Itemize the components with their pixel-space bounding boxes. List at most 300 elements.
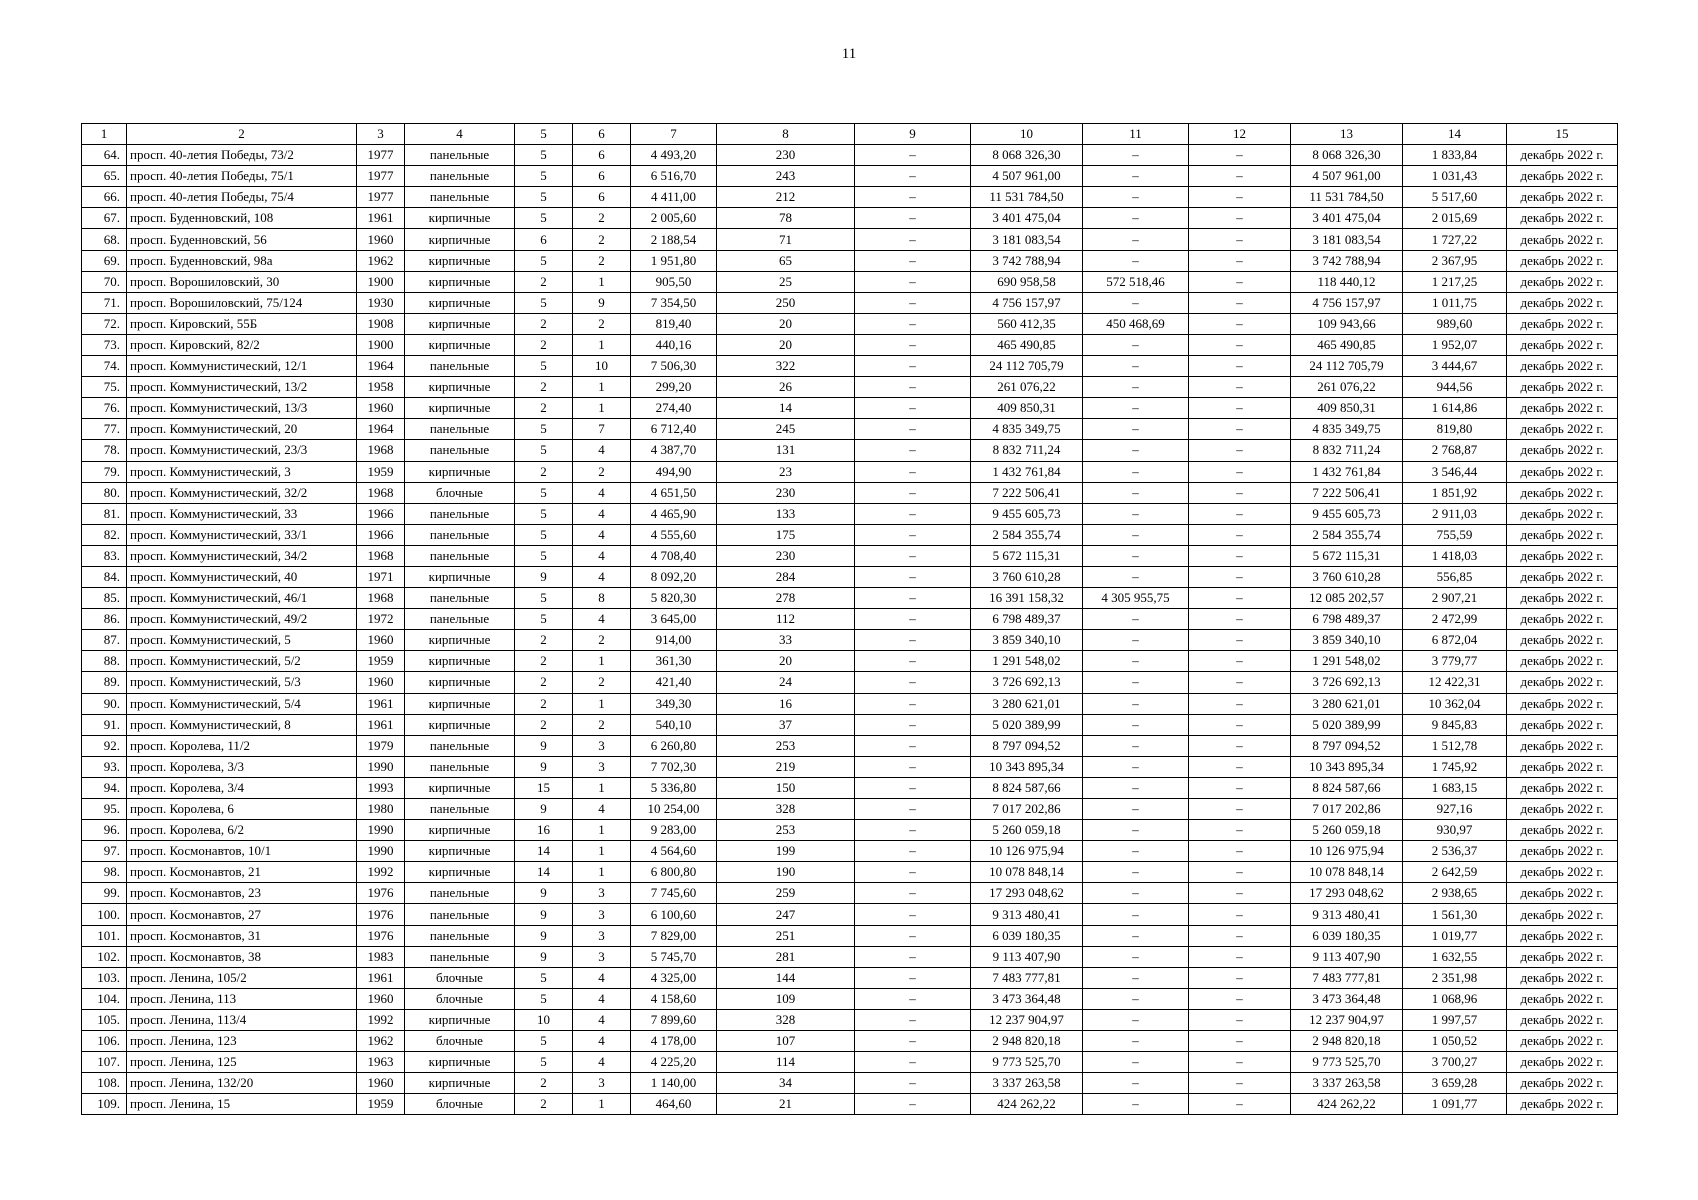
table-cell: – [855,1031,971,1052]
table-cell: 1976 [357,925,405,946]
table-cell: 3 401 475,04 [971,208,1083,229]
table-cell: 2 [515,461,573,482]
table-cell: 80. [82,482,127,503]
table-cell: 5 [515,208,573,229]
table-cell: панельные [405,756,515,777]
table-cell: 1964 [357,419,405,440]
table-cell: 5 [515,545,573,566]
table-cell: 15 [515,777,573,798]
table-cell: 7 354,50 [631,292,717,313]
table-row [82,292,1618,313]
table-cell: – [1189,461,1291,482]
column-number: 14 [1403,124,1507,145]
table-row [82,588,1618,609]
table-cell: 1977 [357,166,405,187]
table-cell: просп. Коммунистический, 13/3 [127,398,357,419]
table-cell: декабрь 2022 г. [1507,250,1618,271]
table-cell: – [1083,672,1189,693]
table-cell: 78. [82,440,127,461]
table-cell: 84. [82,566,127,587]
table-cell: 96. [82,820,127,841]
table-cell: – [855,1073,971,1094]
table-cell: 1900 [357,271,405,292]
table-cell: 6 039 180,35 [971,925,1083,946]
table-cell: – [1189,1052,1291,1073]
table-cell: декабрь 2022 г. [1507,588,1618,609]
table-cell: декабрь 2022 г. [1507,187,1618,208]
table-cell: – [1189,630,1291,651]
table-cell: 112 [717,609,855,630]
table-cell: 65. [82,166,127,187]
table-cell: 1 [573,377,631,398]
table-cell: 9 313 480,41 [1291,904,1403,925]
table-cell: 4 158,60 [631,988,717,1009]
table-cell: 1 091,77 [1403,1094,1507,1115]
table-cell: 10 254,00 [631,799,717,820]
table-cell: 6 039 180,35 [1291,925,1403,946]
table-cell: 464,60 [631,1094,717,1115]
table-cell: 92. [82,735,127,756]
table-cell: просп. Космонавтов, 21 [127,862,357,883]
table-cell: просп. Буденновский, 56 [127,229,357,250]
table-row [82,250,1618,271]
table-cell: просп. Ленина, 113 [127,988,357,1009]
table-cell: – [1189,693,1291,714]
table-cell: 4 411,00 [631,187,717,208]
table-cell: 1968 [357,482,405,503]
table-cell: – [855,1009,971,1030]
table-cell: декабрь 2022 г. [1507,208,1618,229]
table-cell: 10 343 895,34 [1291,756,1403,777]
table-cell: 3 546,44 [1403,461,1507,482]
table-cell: 4 493,20 [631,145,717,166]
table-cell: панельные [405,145,515,166]
table-cell: – [855,904,971,925]
table-cell: – [1083,946,1189,967]
table-cell: – [855,482,971,503]
table-cell: 4 [573,482,631,503]
table-cell: 6 [515,229,573,250]
table-cell: 5 517,60 [1403,187,1507,208]
table-cell: 2 [573,630,631,651]
table-cell: 2 015,69 [1403,208,1507,229]
table-cell: 109. [82,1094,127,1115]
table-cell: 6 798 489,37 [971,609,1083,630]
table-cell: 5 [515,988,573,1009]
table-cell: 278 [717,588,855,609]
table-row [82,967,1618,988]
header-row [82,124,1618,145]
table-cell: – [855,461,971,482]
table-cell: – [1189,799,1291,820]
table-cell: 1960 [357,1073,405,1094]
table-cell: 424 262,22 [971,1094,1083,1115]
table-cell: 8 824 587,66 [971,777,1083,798]
table-row [82,693,1618,714]
table-cell: – [1083,377,1189,398]
table-cell: 819,40 [631,313,717,334]
table-row [82,841,1618,862]
table-cell: 281 [717,946,855,967]
table-row [82,482,1618,503]
table-cell: 349,30 [631,693,717,714]
table-cell: – [1083,651,1189,672]
table-cell: 989,60 [1403,313,1507,334]
table-cell: 1972 [357,609,405,630]
table-cell: просп. Ленина, 15 [127,1094,357,1115]
table-cell: 6 798 489,37 [1291,609,1403,630]
table-cell: просп. Коммунистический, 5/2 [127,651,357,672]
table-cell: 3 645,00 [631,609,717,630]
table-cell: 250 [717,292,855,313]
table-cell: 2 768,87 [1403,440,1507,461]
table-cell: 101. [82,925,127,946]
table-cell: кирпичные [405,229,515,250]
table-cell: 1961 [357,693,405,714]
table-cell: 2 [515,334,573,355]
table-cell: 3 726 692,13 [971,672,1083,693]
table-row [82,166,1618,187]
table-cell: 914,00 [631,630,717,651]
table-cell: декабрь 2022 г. [1507,166,1618,187]
table-cell: 88. [82,651,127,672]
table-cell: 1966 [357,503,405,524]
table-cell: 2 642,59 [1403,862,1507,883]
table-cell: 118 440,12 [1291,271,1403,292]
table-cell: 83. [82,545,127,566]
table-cell: – [1083,292,1189,313]
table-cell: декабрь 2022 г. [1507,313,1618,334]
table-cell: 245 [717,419,855,440]
table-cell: 81. [82,503,127,524]
table-cell: – [1189,883,1291,904]
table-cell: 6 516,70 [631,166,717,187]
table-cell: – [855,292,971,313]
table-cell: – [1189,208,1291,229]
table-row [82,461,1618,482]
table-cell: кирпичные [405,271,515,292]
table-cell: декабрь 2022 г. [1507,482,1618,503]
table-cell: просп. Буденновский, 98а [127,250,357,271]
table-cell: – [1189,714,1291,735]
table-row [82,862,1618,883]
table-body [82,145,1618,1115]
table-cell: 5 260 059,18 [971,820,1083,841]
table-cell: 3 [573,735,631,756]
table-cell: 5 [515,145,573,166]
table-cell: 251 [717,925,855,946]
table-cell: 1959 [357,651,405,672]
table-row [82,208,1618,229]
table-cell: 3 859 340,10 [971,630,1083,651]
table-row [82,988,1618,1009]
table-cell: 3 700,27 [1403,1052,1507,1073]
table-cell: 3 280 621,01 [1291,693,1403,714]
table-cell: 64. [82,145,127,166]
table-cell: 9 313 480,41 [971,904,1083,925]
table-cell: 5 [515,250,573,271]
table-cell: 1968 [357,440,405,461]
table-cell: 1 068,96 [1403,988,1507,1009]
table-cell: – [1189,419,1291,440]
table-cell: 4 555,60 [631,524,717,545]
table-cell: 361,30 [631,651,717,672]
table-cell: – [1189,777,1291,798]
table-cell: 10 078 848,14 [971,862,1083,883]
table-cell: 1 019,77 [1403,925,1507,946]
table-cell: просп. Королева, 11/2 [127,735,357,756]
table-cell: панельные [405,545,515,566]
table-cell: декабрь 2022 г. [1507,925,1618,946]
table-cell: 2 907,21 [1403,588,1507,609]
table-cell: – [1189,524,1291,545]
table-cell: 71 [717,229,855,250]
table-cell: кирпичные [405,693,515,714]
table-cell: просп. Кировский, 82/2 [127,334,357,355]
table-cell: – [1189,440,1291,461]
column-number: 5 [515,124,573,145]
table-cell: 72. [82,313,127,334]
table-cell: 944,56 [1403,377,1507,398]
table-row [82,145,1618,166]
table-row [82,1052,1618,1073]
table-cell: 5 820,30 [631,588,717,609]
table-cell: 1 833,84 [1403,145,1507,166]
column-number: 8 [717,124,855,145]
column-number: 1 [82,124,127,145]
table-cell: 6 260,80 [631,735,717,756]
table-cell: блочные [405,482,515,503]
table-row [82,419,1618,440]
table-cell: декабрь 2022 г. [1507,883,1618,904]
table-cell: просп. 40-летия Победы, 73/2 [127,145,357,166]
table-cell: – [855,799,971,820]
table-cell: 1 952,07 [1403,334,1507,355]
table-cell: 100. [82,904,127,925]
table-cell: – [1189,967,1291,988]
table-cell: 1 614,86 [1403,398,1507,419]
table-cell: 322 [717,356,855,377]
table-cell: 927,16 [1403,799,1507,820]
table-row [82,545,1618,566]
table-cell: 4 [573,1009,631,1030]
table-cell: 8 832 711,24 [971,440,1083,461]
table-cell: 82. [82,524,127,545]
table-cell: 3 181 083,54 [971,229,1083,250]
table-row [82,398,1618,419]
table-cell: 465 490,85 [1291,334,1403,355]
table-cell: декабрь 2022 г. [1507,799,1618,820]
table-cell: 4 [573,1052,631,1073]
table-cell: – [1083,166,1189,187]
table-cell: декабрь 2022 г. [1507,714,1618,735]
table-cell: 1962 [357,250,405,271]
table-cell: 107 [717,1031,855,1052]
table-cell: 8 068 326,30 [971,145,1083,166]
table-cell: – [855,166,971,187]
table-cell: 89. [82,672,127,693]
table-cell: 78 [717,208,855,229]
table-cell: 5 672 115,31 [971,545,1083,566]
table-cell: 14 [515,862,573,883]
table-cell: 9 113 407,90 [971,946,1083,967]
table-cell: – [1083,419,1189,440]
table-cell: 23 [717,461,855,482]
table-cell: 284 [717,566,855,587]
table-cell: 1960 [357,229,405,250]
table-cell: 1980 [357,799,405,820]
table-cell: 2 005,60 [631,208,717,229]
table-cell: 9 773 525,70 [971,1052,1083,1073]
table-cell: 2 [515,313,573,334]
table-cell: декабрь 2022 г. [1507,946,1618,967]
table-cell: 1966 [357,524,405,545]
table-cell: 150 [717,777,855,798]
table-cell: – [855,925,971,946]
table-cell: – [1083,524,1189,545]
table-cell: 86. [82,609,127,630]
table-cell: 7 [573,419,631,440]
table-cell: – [855,651,971,672]
table-cell: – [1083,545,1189,566]
table-cell: 4 [573,988,631,1009]
table-cell: – [1189,313,1291,334]
table-cell: 4 [573,566,631,587]
table-cell: 5 [515,1052,573,1073]
column-number: 11 [1083,124,1189,145]
table-cell: 8 797 094,52 [971,735,1083,756]
table-cell: – [1083,1031,1189,1052]
table-cell: 2 [573,672,631,693]
table-cell: – [855,672,971,693]
table-cell: 1960 [357,630,405,651]
table-cell: 144 [717,967,855,988]
table-cell: декабрь 2022 г. [1507,398,1618,419]
table-cell: – [855,545,971,566]
table-cell: – [1189,356,1291,377]
table-cell: 253 [717,735,855,756]
column-number: 2 [127,124,357,145]
table-row [82,946,1618,967]
table-cell: 70. [82,271,127,292]
table-cell: 5 [515,1031,573,1052]
table-cell: 1 031,43 [1403,166,1507,187]
table-cell: – [855,440,971,461]
table-cell: панельные [405,356,515,377]
table-row [82,524,1618,545]
table-cell: 4 651,50 [631,482,717,503]
table-cell: 1992 [357,862,405,883]
table-cell: 104. [82,988,127,1009]
table-cell: 5 [515,187,573,208]
table-cell: 7 017 202,86 [1291,799,1403,820]
table-cell: 4 [573,440,631,461]
table-cell: 3 742 788,94 [1291,250,1403,271]
table-cell: декабрь 2022 г. [1507,988,1618,1009]
table-cell: 572 518,46 [1083,271,1189,292]
table-cell: просп. Коммунистический, 12/1 [127,356,357,377]
table-cell: 1900 [357,334,405,355]
table-cell: 1 512,78 [1403,735,1507,756]
table-cell: – [1083,482,1189,503]
table-cell: – [855,777,971,798]
table-cell: 3 659,28 [1403,1073,1507,1094]
table-cell: декабрь 2022 г. [1507,1073,1618,1094]
table-row [82,1009,1618,1030]
table-row [82,356,1618,377]
table-cell: 1992 [357,1009,405,1030]
table-cell: 3 760 610,28 [1291,566,1403,587]
table-cell: 6 [573,187,631,208]
table-cell: 16 391 158,32 [971,588,1083,609]
table-cell: 3 [573,883,631,904]
table-cell: 14 [515,841,573,862]
column-number: 15 [1507,124,1618,145]
table-cell: 24 112 705,79 [971,356,1083,377]
table-cell: – [1189,756,1291,777]
table-cell: 4 507 961,00 [1291,166,1403,187]
table-cell: 2 [573,229,631,250]
table-cell: 1 [573,651,631,672]
table-cell: кирпичные [405,1052,515,1073]
table-cell: кирпичные [405,250,515,271]
table-cell: 5 260 059,18 [1291,820,1403,841]
table-cell: 20 [717,313,855,334]
table-cell: 2 584 355,74 [971,524,1083,545]
table-cell: 21 [717,1094,855,1115]
page-number: 11 [841,46,857,62]
table-cell: – [1083,693,1189,714]
table-cell: 421,40 [631,672,717,693]
table-cell: 2 948 820,18 [971,1031,1083,1052]
table-cell: декабрь 2022 г. [1507,756,1618,777]
table-cell: 1 217,25 [1403,271,1507,292]
table-cell: – [1189,735,1291,756]
table-cell: декабрь 2022 г. [1507,566,1618,587]
table-cell: 76. [82,398,127,419]
table-cell: 3 337 263,58 [1291,1073,1403,1094]
table-cell: панельные [405,419,515,440]
table-cell: 1908 [357,313,405,334]
table-cell: 34 [717,1073,855,1094]
table-cell: 1958 [357,377,405,398]
table-cell: – [1083,988,1189,1009]
table-cell: просп. Ленина, 113/4 [127,1009,357,1030]
table-cell: – [1083,145,1189,166]
table-cell: 3 760 610,28 [971,566,1083,587]
table-cell: 4 835 349,75 [1291,419,1403,440]
table-cell: декабрь 2022 г. [1507,1009,1618,1030]
table-cell: 5 020 389,99 [971,714,1083,735]
table-cell: 2 188,54 [631,229,717,250]
table-cell: 17 293 048,62 [971,883,1083,904]
table-cell: 1990 [357,756,405,777]
table-cell: 2 [515,693,573,714]
table-cell: 9 [515,925,573,946]
table-cell: 7 899,60 [631,1009,717,1030]
table-cell: – [855,271,971,292]
table-cell: 328 [717,1009,855,1030]
table-cell: – [1083,566,1189,587]
table-cell: – [855,566,971,587]
table-cell: 1 [573,271,631,292]
table-cell: – [1083,440,1189,461]
table-cell: 1 291 548,02 [1291,651,1403,672]
table-cell: 1964 [357,356,405,377]
table-cell: 1 011,75 [1403,292,1507,313]
table-cell: декабрь 2022 г. [1507,271,1618,292]
table-cell: – [1189,503,1291,524]
